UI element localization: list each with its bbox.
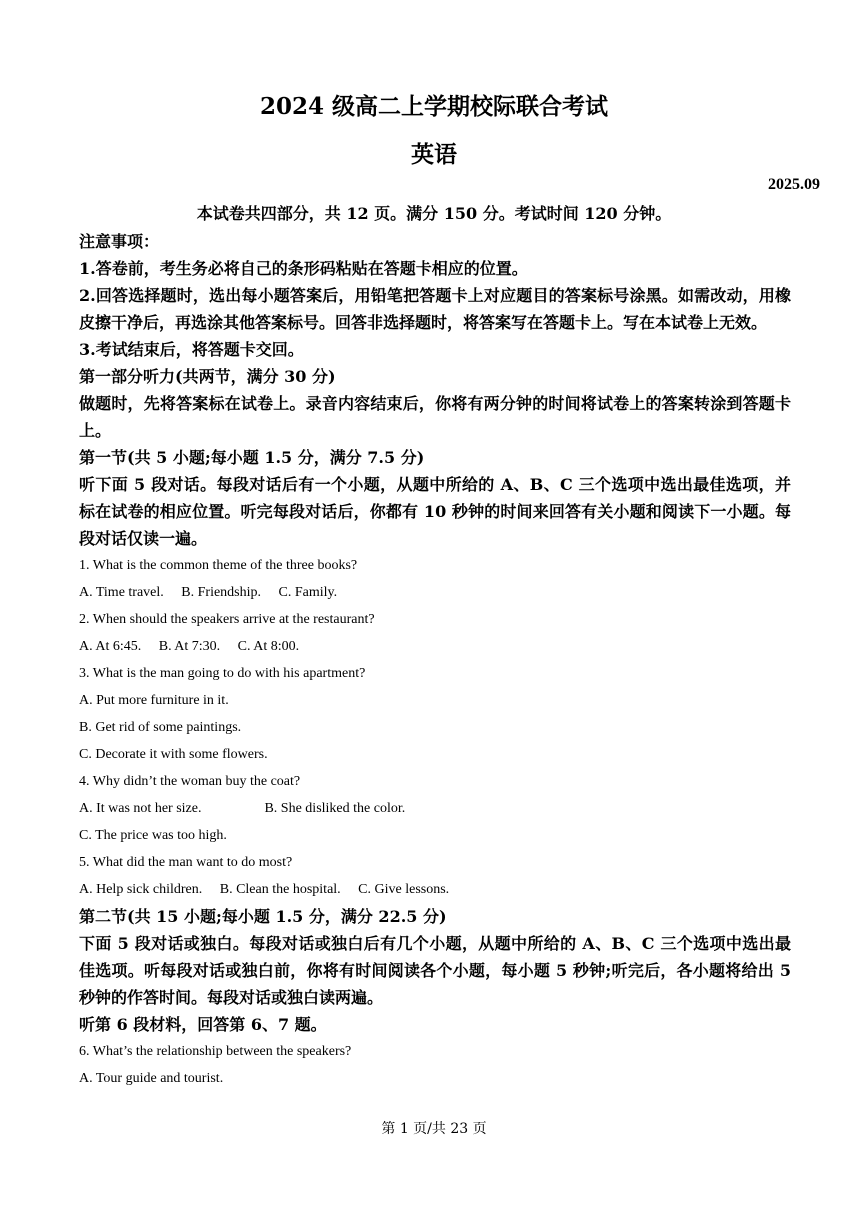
subject-title: 英语 [411,141,457,168]
question-3-option-c: C. Decorate it with some flowers. [79,747,268,762]
material-6-heading: 听第 6 段材料，回答第 6、7 题。 [79,1015,327,1034]
question-3: 3. What is the man going to do with his apartment? [79,666,366,681]
section1-title: 第一节(共 5 小题;每小题 1.5 分，满分 7.5 分) [79,448,425,467]
section2-title: 第二节(共 15 小题;每小题 1.5 分，满分 22.5 分) [79,907,447,926]
notice-item-1: 1.答卷前，考生务必将自己的条形码粘贴在答题卡相应的位置。 [79,259,528,278]
question-2-options: A. At 6:45. B. At 7:30. C. At 8:00. [79,639,300,654]
section1-instruction: 听下面 5 段对话。每段对话后有一个小题，从题中所给的 A、B、C 三个选项中选出最佳选项，并标在试卷的相应位置。听完每段对话后，你都有 10 秒钟的时间来回答有关小题和阅读下一小题。每段对话仅读一遍。 [79,475,791,548]
section2-instruction: 下面 5 段对话或独白。每段对话或独白后有几个小题，从题中所给的 A、B、C 三个选项中选出最佳选项。听每段对话或独白前，你将有时间阅读各个小题，每小题 5 秒钟;听完后，各小题将给出 5 秒钟的作答时间。每段对话或独白读两遍。 [79,934,791,1007]
question-1: 1. What is the common theme of the three books? [79,558,358,573]
question-6-option-a: A. Tour guide and tourist. [79,1071,224,1086]
question-4-options-ab: A. It was not her size. B. She disliked the color. [79,801,406,816]
question-6: 6. What’s the relationship between the speakers? [79,1044,352,1059]
page-footer: 第 1 页/共 23 页 [381,1121,487,1137]
notice-item-3: 3.考试结束后，将答题卡交回。 [79,340,304,359]
question-4: 4. Why didn’t the woman buy the coat? [79,774,301,789]
notice-item-2: 2.回答选择题时，选出每小题答案后，用铅笔把答题卡上对应题目的答案标号涂黑。如需改动，用橡皮擦干净后，再选涂其他答案标号。回答非选择题时，将答案写在答题卡上。写在本试卷上无效。 [79,286,791,332]
exam-content [79,228,791,1092]
exam-date: 2025.09 [768,176,820,193]
question-5-options: A. Help sick children. B. Clean the hospital. C. Give lessons. [79,882,450,897]
question-2: 2. When should the speakers arrive at the restaurant? [79,612,375,627]
part1-title: 第一部分听力(共两节，满分 30 分) [79,367,336,386]
question-3-option-a: A. Put more furniture in it. [79,693,229,708]
question-4-option-c: C. The price was too high. [79,828,227,843]
question-3-option-b: B. Get rid of some paintings. [79,720,242,735]
part1-instruction: 做题时，先将答案标在试卷上。录音内容结束后，你将有两分钟的时间将试卷上的答案转涂到答题卡上。 [79,394,791,440]
question-5: 5. What did the man want to do most? [79,855,293,870]
notice-heading: 注意事项： [79,232,160,251]
exam-info: 本试卷共四部分，共 12 页。满分 150 分。考试时间 120 分钟。 [196,204,672,223]
exam-title: 2024 级高二上学期校际联合考试 [259,93,609,120]
question-1-options: A. Time travel. B. Friendship. C. Family. [79,585,338,600]
